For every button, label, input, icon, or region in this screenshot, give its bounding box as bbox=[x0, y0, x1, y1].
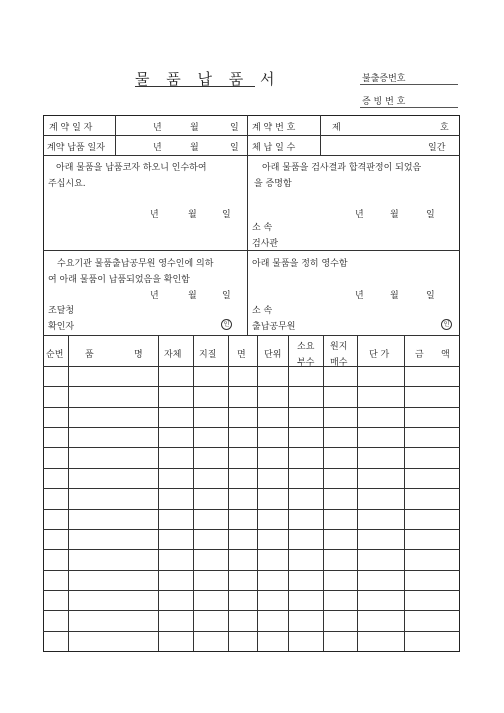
delivery-date-year: 년 bbox=[153, 143, 162, 153]
confirmer-seal-icon: 인 bbox=[221, 319, 232, 330]
table-col-line bbox=[288, 335, 289, 651]
cert-number-line bbox=[360, 107, 458, 108]
delivery-date-label: 계약 납품 일자 bbox=[47, 143, 105, 153]
row-line bbox=[43, 155, 460, 156]
col-header-paper: 지질 bbox=[199, 350, 217, 360]
table-row bbox=[43, 549, 460, 550]
contract-date-day: 일 bbox=[230, 123, 239, 133]
confirmer-label: 확인자 bbox=[48, 322, 75, 332]
table-col-line bbox=[257, 335, 258, 651]
table-row bbox=[43, 488, 460, 489]
cert-number-label: 증 빙 번 호 bbox=[362, 97, 406, 107]
inspection-affiliation-label: 소 속 bbox=[252, 223, 273, 233]
table-row bbox=[43, 631, 460, 632]
delivery-request-text: 아래 물품을 납품코자 하오니 인수하여 bbox=[56, 163, 207, 173]
receipt-year: 년 bbox=[150, 291, 159, 301]
table-col-line bbox=[68, 335, 69, 651]
page-title: 물 품 납 품 서 bbox=[135, 70, 281, 88]
treasury-seal-icon: 인 bbox=[441, 319, 452, 330]
col-header-original-1: 원지 bbox=[330, 342, 348, 352]
issue-number-label: 불출증번호 bbox=[362, 74, 406, 84]
col-header-no: 순번 bbox=[46, 350, 64, 360]
table-row bbox=[43, 366, 460, 367]
delivery-request-text-2: 주십시요. bbox=[48, 179, 86, 189]
col-line bbox=[247, 115, 248, 335]
col-header-unit-price: 단 가 bbox=[369, 350, 390, 360]
receipt-confirm-text-2: 여 아래 물품이 납품되었음을 확인함 bbox=[48, 275, 190, 285]
table-row bbox=[43, 447, 460, 448]
table-col-line bbox=[193, 335, 194, 651]
table-row bbox=[43, 590, 460, 591]
delay-days-label: 체 납 일 수 bbox=[252, 143, 296, 153]
inspector-label: 검사관 bbox=[252, 239, 279, 249]
table-col-line bbox=[228, 335, 229, 651]
inspection-text: 아래 물품을 검사결과 합격판정이 되었음 bbox=[262, 163, 422, 173]
delivery-year: 년 bbox=[150, 210, 159, 220]
table-row bbox=[43, 407, 460, 408]
title-underline bbox=[135, 86, 255, 87]
row-line bbox=[43, 250, 460, 251]
col-header-required-2: 부수 bbox=[297, 358, 315, 368]
contract-no-label: 계 약 번 호 bbox=[252, 123, 296, 133]
table-col-line bbox=[323, 335, 324, 651]
table-row bbox=[43, 427, 460, 428]
col-header-amount-1: 금 bbox=[415, 350, 424, 360]
col-header-unit: 단위 bbox=[264, 350, 282, 360]
col-header-side: 면 bbox=[237, 350, 246, 360]
accept-affiliation-label: 소 속 bbox=[252, 306, 273, 316]
table-col-line bbox=[404, 335, 405, 651]
col-line bbox=[320, 115, 321, 155]
procurement-office-label: 조달청 bbox=[48, 306, 75, 316]
accept-month: 월 bbox=[390, 291, 399, 301]
col-line bbox=[115, 115, 116, 155]
table-row bbox=[43, 386, 460, 387]
row-line bbox=[43, 335, 460, 336]
col-header-item-2: 명 bbox=[134, 350, 143, 360]
table-row bbox=[43, 468, 460, 469]
issue-number-line bbox=[360, 84, 458, 85]
form-outer-border bbox=[43, 115, 460, 652]
receipt-month: 월 bbox=[188, 291, 197, 301]
delivery-month: 월 bbox=[188, 210, 197, 220]
row-line bbox=[43, 135, 460, 136]
delivery-date-day: 일 bbox=[230, 143, 239, 153]
receipt-confirm-text: 수요기관 물품출납공무원 영수인에 의하 bbox=[57, 259, 214, 269]
accept-day: 일 bbox=[426, 291, 435, 301]
contract-date-label: 계 약 일 자 bbox=[49, 123, 93, 133]
table-row bbox=[43, 529, 460, 530]
contract-no-prefix: 제 bbox=[332, 123, 341, 133]
col-header-item-1: 품 bbox=[85, 350, 94, 360]
table-col-line bbox=[357, 335, 358, 651]
table-row bbox=[43, 570, 460, 571]
col-header-material: 자체 bbox=[164, 350, 182, 360]
inspection-day: 일 bbox=[426, 210, 435, 220]
accept-year: 년 bbox=[355, 291, 364, 301]
col-header-amount-2: 액 bbox=[441, 350, 450, 360]
treasury-officer-label: 출납공무원 bbox=[252, 322, 296, 332]
table-col-line bbox=[158, 335, 159, 651]
table-row bbox=[43, 509, 460, 510]
inspection-year: 년 bbox=[355, 210, 364, 220]
col-header-original-2: 매수 bbox=[330, 358, 348, 368]
contract-date-year: 년 bbox=[153, 123, 162, 133]
delivery-day: 일 bbox=[222, 210, 231, 220]
inspection-month: 월 bbox=[390, 210, 399, 220]
accept-text: 아래 물품을 정히 영수함 bbox=[252, 259, 348, 269]
receipt-day: 일 bbox=[222, 291, 231, 301]
table-row bbox=[43, 610, 460, 611]
contract-no-suffix: 호 bbox=[440, 123, 449, 133]
col-header-required-1: 소요 bbox=[297, 342, 315, 352]
inspection-text-2: 을 증명함 bbox=[254, 179, 292, 189]
delay-days-unit: 일간 bbox=[428, 143, 446, 153]
contract-date-month: 월 bbox=[190, 123, 199, 133]
delivery-date-month: 월 bbox=[190, 143, 199, 153]
